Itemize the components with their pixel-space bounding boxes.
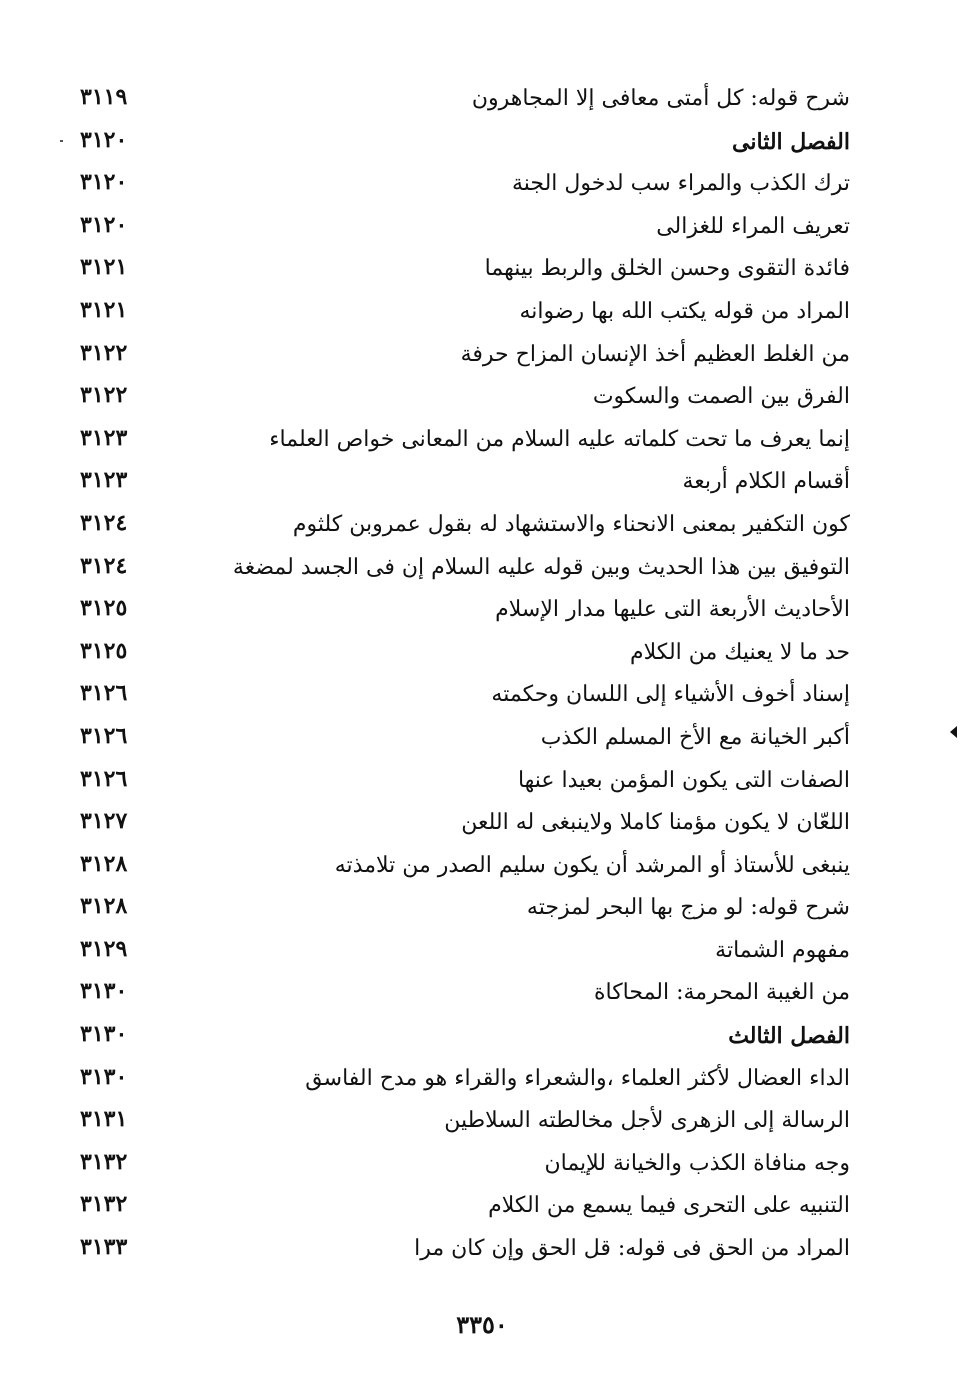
toc-entry-page: ٣١٢٦ [80,765,128,792]
toc-entry-title: كون التكفير بمعنى الانحناء والاستشهاد له بقول عمروبن كلثوم [292,511,850,537]
page-number: ٣٣٥٠ [456,1310,508,1339]
toc-entry [80,591,850,634]
toc-entry-title: التنبيه على التحرى فيما يسمع من الكلام [488,1193,850,1219]
toc-entry-page: ٣١٣٢ [80,1148,128,1175]
toc-entry [80,165,850,208]
toc-entry [80,378,850,421]
toc-entry-title: إنما يعرف ما تحت كلماته عليه السلام من المعانى خواص العلماء [269,426,850,452]
toc-entry-title: وجه منافاة الكذب والخيانة للإيمان [544,1150,850,1176]
toc-entry-title: شرح قوله: كل أمتى معافى إلا المجاهرون [471,86,850,111]
toc-entry [80,847,850,890]
toc-entry [80,676,850,719]
toc-entry-title: شرح قوله: لو مزج بها البحر لمزجته [526,895,850,921]
toc-entry-title: الداء العضال لأكثر العلماء ،والشعراء والقراء هو مدح الفاسق [305,1065,850,1091]
toc-entry [80,1102,850,1145]
toc-entry-title: الفصل الثانى [732,128,850,155]
toc-section-heading [80,123,850,166]
toc-entry-page: ٣١٢٤ [80,552,128,579]
toc-entry [80,421,850,464]
toc-entry-title: ينبغى للأستاذ أو المرشد أن يكون سليم الصدر من تلامذته [334,852,850,878]
toc-entry-title: المراد من قوله يكتب الله بها رضوانه [519,298,850,324]
table-of-contents [80,80,850,1273]
toc-entry-page: ٣١٢١ [80,296,128,323]
toc-entry-page: ٣١٢٦ [80,680,128,707]
toc-entry-page: ٣١٢٦ [80,722,128,749]
toc-entry-title: الصفات التى يكون المؤمن بعيدا عنها [517,767,850,793]
toc-entry-title: الفصل الثالث [728,1023,850,1050]
toc-entry-title: فائدة التقوى وحسن الخلق والربط بينهما [484,256,850,282]
toc-entry-page: ٣١٢٥ [80,637,128,664]
toc-entry [80,1060,850,1103]
toc-entry-title: الفرق بين الصمت والسكوت [592,384,850,410]
toc-entry [80,208,850,251]
toc-entry-page: ٣١٢٤ [80,509,128,536]
toc-entry-page: ٣١٣٢ [80,1191,128,1218]
toc-entry-page: ٣١٣١ [80,1106,128,1133]
toc-entry [80,1145,850,1188]
toc-entry [80,549,850,592]
toc-entry-page: ٣١٢٢ [80,339,128,366]
toc-entry [80,1230,850,1273]
toc-entry-page: ٣١٢٠ [80,169,128,196]
margin-mark-icon [950,726,957,738]
toc-entry-page: ٣١٢٣ [80,467,128,494]
toc-entry [80,80,850,123]
toc-entry [80,974,850,1017]
toc-entry [80,463,850,506]
toc-entry [80,250,850,293]
toc-entry-page: ٣١٢٩ [80,935,128,962]
toc-entry-title: ترك الكذب والمراء سب لدخول الجنة [511,171,850,197]
toc-entry [80,932,850,975]
toc-entry-page: ٣١٣٣ [80,1234,128,1261]
toc-entry [80,634,850,677]
toc-entry [80,293,850,336]
toc-entry-title: من الغيبة المحرمة: المحاكاة [593,980,850,1006]
toc-entry-title: تعريف المراء للغزالى [656,213,850,239]
toc-entry [80,1187,850,1230]
toc-entry-title: أكبر الخيانة مع الأخ المسلم الكذب [540,724,850,750]
toc-entry-title: المراد من الحق فى قوله: قل الحق وإن كان مرا [414,1236,850,1262]
toc-entry-title: اللعّان لا يكون مؤمنا كاملا ولاينبغى له اللعن [461,810,850,836]
toc-entry [80,719,850,762]
toc-entry-page: ٣١٣٠ [80,978,128,1005]
toc-entry-title: إسناد أخوف الأشياء إلى اللسان وحكمته [491,682,850,708]
toc-entry-page: ٣١٢٣ [80,424,128,451]
toc-entry [80,889,850,932]
scan-speck [60,140,63,142]
toc-entry-title: أقسام الكلام أربعة [682,469,850,495]
toc-entry-page: ٣١٢١ [80,254,128,281]
toc-entry [80,804,850,847]
toc-entry-title: الرسالة إلى الزهرى لأجل مخالطته السلاطين [444,1108,850,1134]
toc-entry-page: ٣١٢٢ [80,382,128,409]
toc-entry-page: ٣١٢٥ [80,595,128,622]
toc-entry-title: الأحاديث الأربعة التى عليها مدار الإسلام [495,597,850,623]
toc-entry-page: ٣١٢٨ [80,893,128,920]
toc-entry-title: من الغلط العظيم أخذ الإنسان المزاح حرفة [460,341,850,367]
toc-entry-page: ٣١٢٠ [80,211,128,238]
toc-entry [80,506,850,549]
toc-entry-page: ٣١٣٠ [80,1021,128,1048]
toc-entry-page: ٣١١٩ [80,84,128,110]
toc-entry-page: ٣١٢٠ [80,126,128,153]
toc-entry-page: ٣١٢٨ [80,850,128,877]
toc-entry-page: ٣١٢٧ [80,808,128,835]
toc-entry-title: حد ما لا يعنيك من الكلام [630,639,850,665]
toc-entry [80,336,850,379]
toc-section-heading [80,1017,850,1060]
toc-entry [80,762,850,805]
toc-entry-page: ٣١٣٠ [80,1063,128,1090]
toc-entry-title: مفهوم الشماتة [715,937,850,963]
toc-entry-title: التوفيق بين هذا الحديث وبين قوله عليه السلام إن فى الجسد لمضغة [232,554,850,580]
